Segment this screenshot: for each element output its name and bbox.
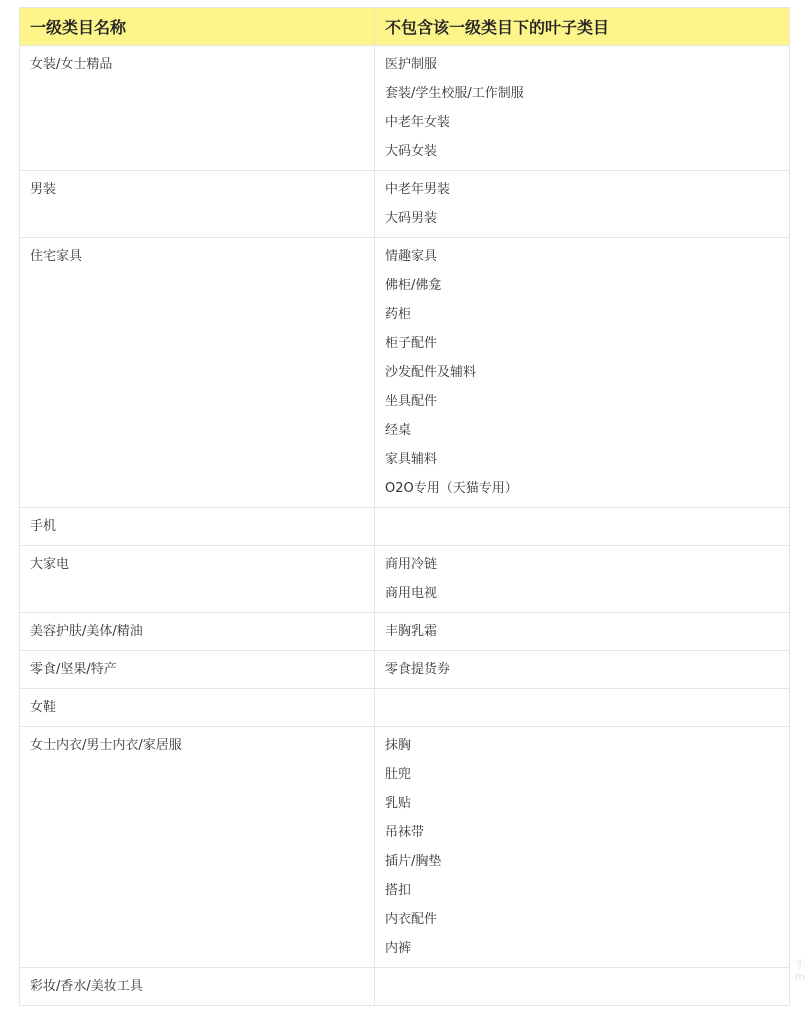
leaf-category-item: 抹胸 [385,738,412,753]
table-row [20,689,790,727]
leaf-category-item: 肚兜 [385,767,412,782]
category-table-container [19,7,789,1006]
leaf-category-item: 搭扣 [385,883,412,898]
leaf-category-item: 丰胸乳霜 [385,624,438,639]
primary-category-name: 女士内衣/男士内衣/家居服 [30,738,182,753]
leaf-category-item: 大码女装 [385,144,438,159]
table-header-row [20,8,790,46]
primary-category-cell [20,171,375,238]
leaf-category-item: 药柜 [385,307,412,322]
primary-category-name: 彩妆/香水/美妆工具 [30,979,143,994]
leaf-category-item: 乳贴 [385,796,412,811]
leaf-category-item: 柜子配件 [385,336,438,351]
table-row [20,546,790,613]
table-row [20,171,790,238]
leaf-category-item: 佛柜/佛龛 [385,278,442,293]
primary-category-cell [20,689,375,727]
category-exclusion-table [19,7,790,1006]
table-row [20,651,790,689]
primary-category-cell [20,613,375,651]
excluded-leaf-cell [375,613,790,651]
table-row [20,238,790,508]
table-row [20,613,790,651]
table-body [20,46,790,1006]
leaf-category-item: 坐具配件 [385,394,438,409]
primary-category-cell [20,651,375,689]
leaf-category-item: 插片/胸垫 [385,854,442,869]
primary-category-name: 男装 [30,182,57,197]
leaf-category-item: 吊袜带 [385,825,425,840]
leaf-category-item: 商用冷链 [385,557,438,572]
excluded-leaf-cell [375,546,790,613]
table-row [20,46,790,171]
primary-category-name: 大家电 [30,557,70,572]
leaf-category-item: 沙发配件及辅料 [385,365,477,380]
primary-category-cell [20,727,375,968]
excluded-leaf-cell [375,46,790,171]
primary-category-name: 手机 [30,519,57,534]
leaf-category-item: 内裤 [385,941,412,956]
primary-category-cell [20,546,375,613]
leaf-category-item: 医护制服 [385,57,438,72]
table-row [20,508,790,546]
leaf-category-item: 经桌 [385,423,412,438]
leaf-category-item: 情趣家具 [385,249,438,264]
leaf-category-item: 家具辅料 [385,452,438,467]
excluded-leaf-cell [375,689,790,727]
excluded-leaf-cell [375,727,790,968]
primary-category-cell [20,46,375,171]
header-excluded-leaf-categories: 不包含该一级类目下的叶子类目 [375,8,790,46]
leaf-category-item: 大码男装 [385,211,438,226]
primary-category-name: 零食/坚果/特产 [30,662,117,677]
primary-category-cell [20,968,375,1006]
excluded-leaf-cell [375,651,790,689]
leaf-category-item: 套装/学生校服/工作制服 [385,86,524,101]
leaf-category-item: 内衣配件 [385,912,438,927]
primary-category-cell [20,508,375,546]
excluded-leaf-cell [375,171,790,238]
header-primary-category: 一级类目名称 [20,8,375,46]
side-watermark: 手 m [795,960,805,983]
leaf-category-item: 商用电视 [385,586,438,601]
leaf-category-item: 中老年男装 [385,182,451,197]
primary-category-name: 女鞋 [30,700,57,715]
leaf-category-item: 中老年女装 [385,115,451,130]
table-row [20,727,790,968]
leaf-category-item: O2O专用（天猫专用） [385,481,518,496]
excluded-leaf-cell [375,238,790,508]
excluded-leaf-cell [375,968,790,1006]
primary-category-name: 女装/女士精品 [30,57,113,72]
table-row [20,968,790,1006]
primary-category-name: 住宅家具 [30,249,83,264]
primary-category-name: 美容护肤/美体/精油 [30,624,143,639]
primary-category-cell [20,238,375,508]
leaf-category-item: 零食提货券 [385,662,451,677]
excluded-leaf-cell [375,508,790,546]
